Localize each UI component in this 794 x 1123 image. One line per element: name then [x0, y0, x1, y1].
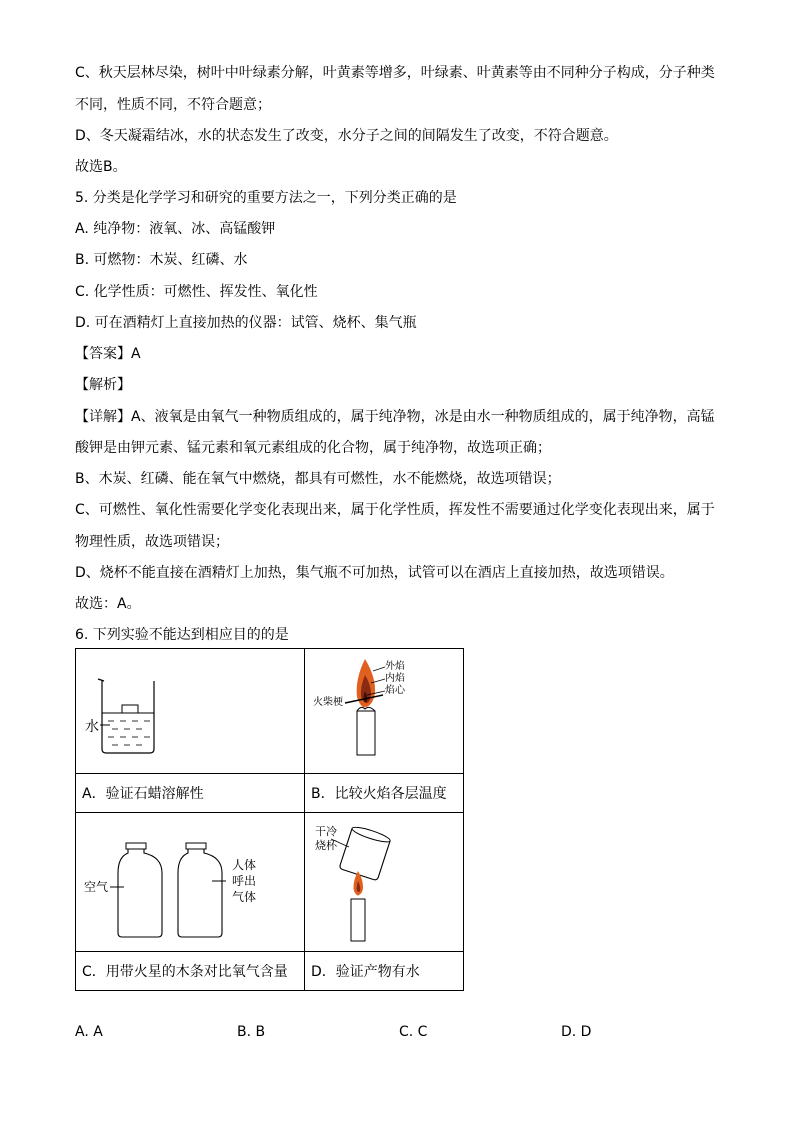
caption-c: C．用带火星的木条对比氧气含量	[76, 952, 305, 991]
exhaled-gas-label-3: 气体	[232, 890, 257, 904]
text-line: B、木炭、红磷、能在氧气中燃烧，都具有可燃性，水不能燃烧，故选项错误；	[75, 471, 561, 487]
option-c: C. 化学性质：可燃性、挥发性、氧化性	[75, 284, 318, 300]
answer-label: 【答案】A	[75, 346, 141, 362]
beaker-label: 烧杯	[315, 839, 337, 852]
text-line: C、秋天层林尽染，树叶中叶绿素分解，叶黄素等增多，叶绿素、叶黄素等由不同种分子构成，分子种类	[75, 65, 715, 81]
inner-flame-label: 内焰	[385, 673, 405, 684]
text-line: 物理性质，故选项错误；	[75, 534, 229, 550]
option-a: A. 纯净物：液氧、冰、高锰酸钾	[75, 221, 276, 237]
matchstick-label: 火柴梗	[313, 697, 343, 708]
caption-b: B．比较火焰各层温度	[305, 774, 464, 813]
question-5-stem: 5. 分类是化学学习和研究的重要方法之一，下列分类正确的是	[75, 190, 457, 206]
caption-d: D．验证产物有水	[305, 952, 464, 991]
figure-b-cell	[305, 649, 464, 774]
gas-bottles-figure	[76, 813, 298, 947]
option-b: B. 可燃物：木炭、红磷、水	[75, 252, 248, 268]
option-d: D. 可在酒精灯上直接加热的仪器：试管、烧杯、集气瓶	[75, 315, 417, 331]
choice-b: B. B	[237, 1024, 266, 1040]
air-label: 空气	[84, 880, 109, 894]
caption-a: A．验证石蜡溶解性	[76, 774, 305, 813]
text-line: 故选B。	[75, 159, 127, 175]
figure-a-cell	[76, 649, 305, 774]
choice-a: A. A	[75, 1024, 103, 1040]
text-line: 【详解】A、液氧是由氧气一种物质组成的，属于纯净物，冰是由水一种物质组成的，属于纯净物，高锰	[75, 409, 715, 425]
exhaled-gas-label-1: 人体	[232, 858, 257, 872]
choice-c: C. C	[399, 1024, 428, 1040]
exhaled-gas-label-2: 呼出	[232, 874, 257, 888]
text-line: 酸钾是由钾元素、锰元素和氧元素组成的化合物，属于纯净物，故选项正确；	[75, 440, 551, 456]
text-line: 故选：A。	[75, 596, 141, 612]
choice-d: D. D	[561, 1024, 592, 1040]
text-line: C、可燃性、氧化性需要化学变化表现出来，属于化学性质，挥发性不需要通过化学变化表现出来，属于	[75, 502, 715, 518]
dry-cold-label: 干冷	[315, 825, 337, 838]
text-line: 不同，性质不同，不符合题意；	[75, 97, 271, 113]
text-line: D、冬天凝霜结冰，水的状态发生了改变，水分子之间的间隔发生了改变，不符合题意。	[75, 128, 618, 144]
cold-beaker-figure	[305, 813, 457, 947]
analysis-label: 【解析】	[75, 377, 131, 393]
figure-c-cell	[76, 813, 305, 952]
beaker-figure	[76, 649, 298, 769]
water-label: 水	[85, 719, 99, 735]
question-6-stem: 6. 下列实验不能达到相应目的的是	[75, 627, 289, 643]
flame-core-label: 焰心	[385, 685, 405, 696]
outer-flame-label: 外焰	[385, 661, 405, 672]
text-line: D、烧杯不能直接在酒精灯上加热，集气瓶不可加热，试管可以在酒店上直接加热，故选项错误。	[75, 565, 674, 581]
candle-flame-figure	[305, 649, 457, 769]
figure-d-cell	[305, 813, 464, 952]
experiment-table	[75, 648, 464, 991]
